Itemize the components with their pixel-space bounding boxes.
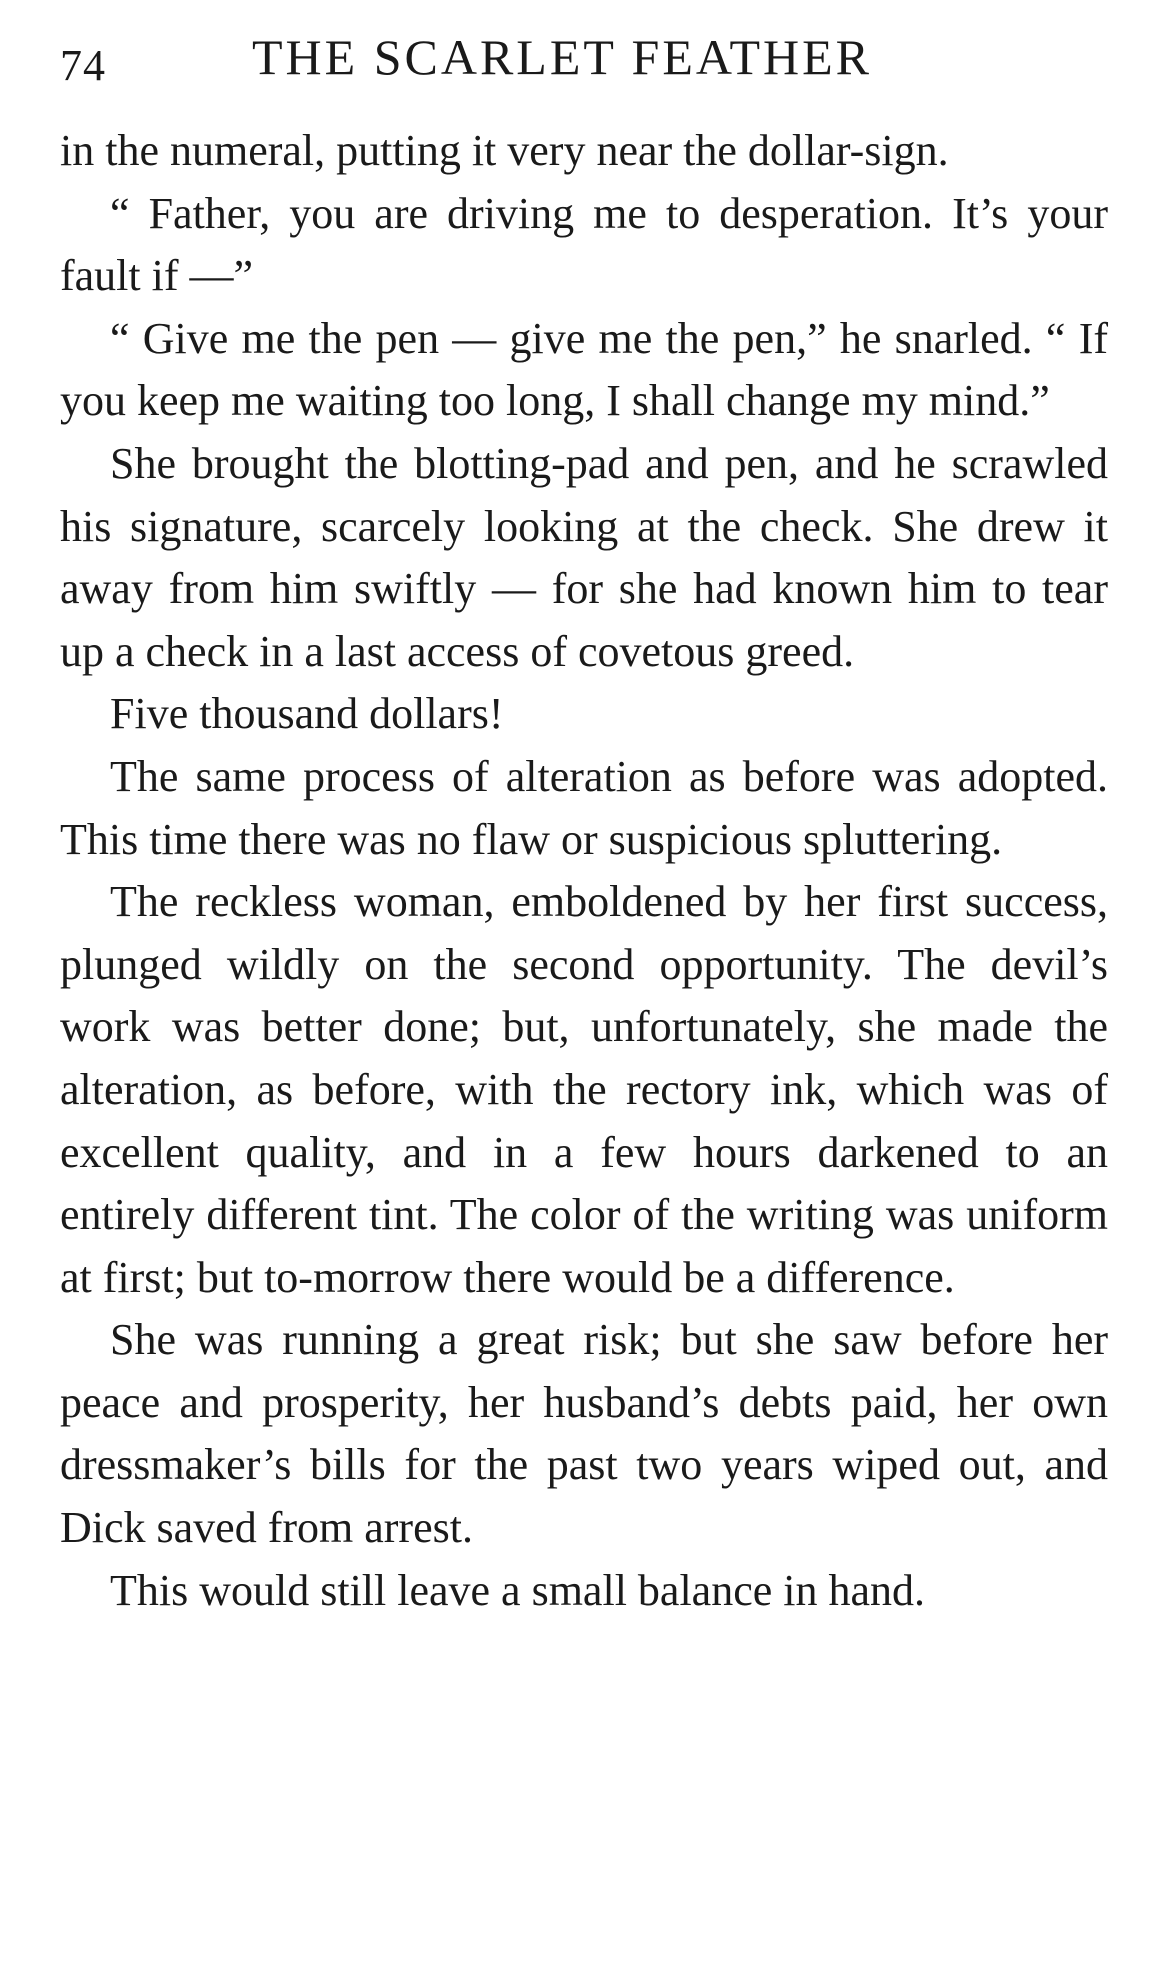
- book-title: THE SCARLET FEATHER: [252, 29, 872, 85]
- paragraph: She was running a great risk; but she saw before her peace and prosperity, her husband’s debts paid, her own dressmaker’s bills for the past two years wiped out, and Dick saved from arrest.: [60, 1315, 1108, 1553]
- page-number: 74: [60, 41, 106, 90]
- paragraph: The reckless woman, emboldened by her first success, plunged wildly on the second opportunity. The devil’s work was better done; but, unfortunately, she made the alteration, as before, with the rectory ink, which was of excellent quality, and in a few hours darkened to an entirely different tint. The color of the writing was uniform at first; but to-morrow there would be a difference.: [60, 877, 1108, 1302]
- paragraph: This would still leave a small balance in hand.: [110, 1565, 926, 1615]
- paragraph: The same process of alteration as before was adopted. This time there was no flaw or suspicious spluttering.: [60, 751, 1108, 864]
- paragraph: She brought the blotting-pad and pen, and he scrawled his signature, scarcely looking at the check. She drew it away from him swiftly — for she had known him to tear up a check in a last access of covetous greed.: [60, 438, 1108, 676]
- paragraph-continuation: in the numeral, putting it very near the dollar-sign.: [60, 126, 949, 175]
- running-head: [60, 22, 1120, 92]
- paragraph: “ Father, you are driving me to desperation. It’s your fault if —”: [60, 188, 1108, 301]
- body-text: [60, 120, 1108, 1622]
- paragraph: Five thousand dollars!: [110, 689, 504, 739]
- paragraph: “ Give me the pen — give me the pen,” he snarled. “ If you keep me waiting too long, I shall change my mind.”: [60, 313, 1108, 426]
